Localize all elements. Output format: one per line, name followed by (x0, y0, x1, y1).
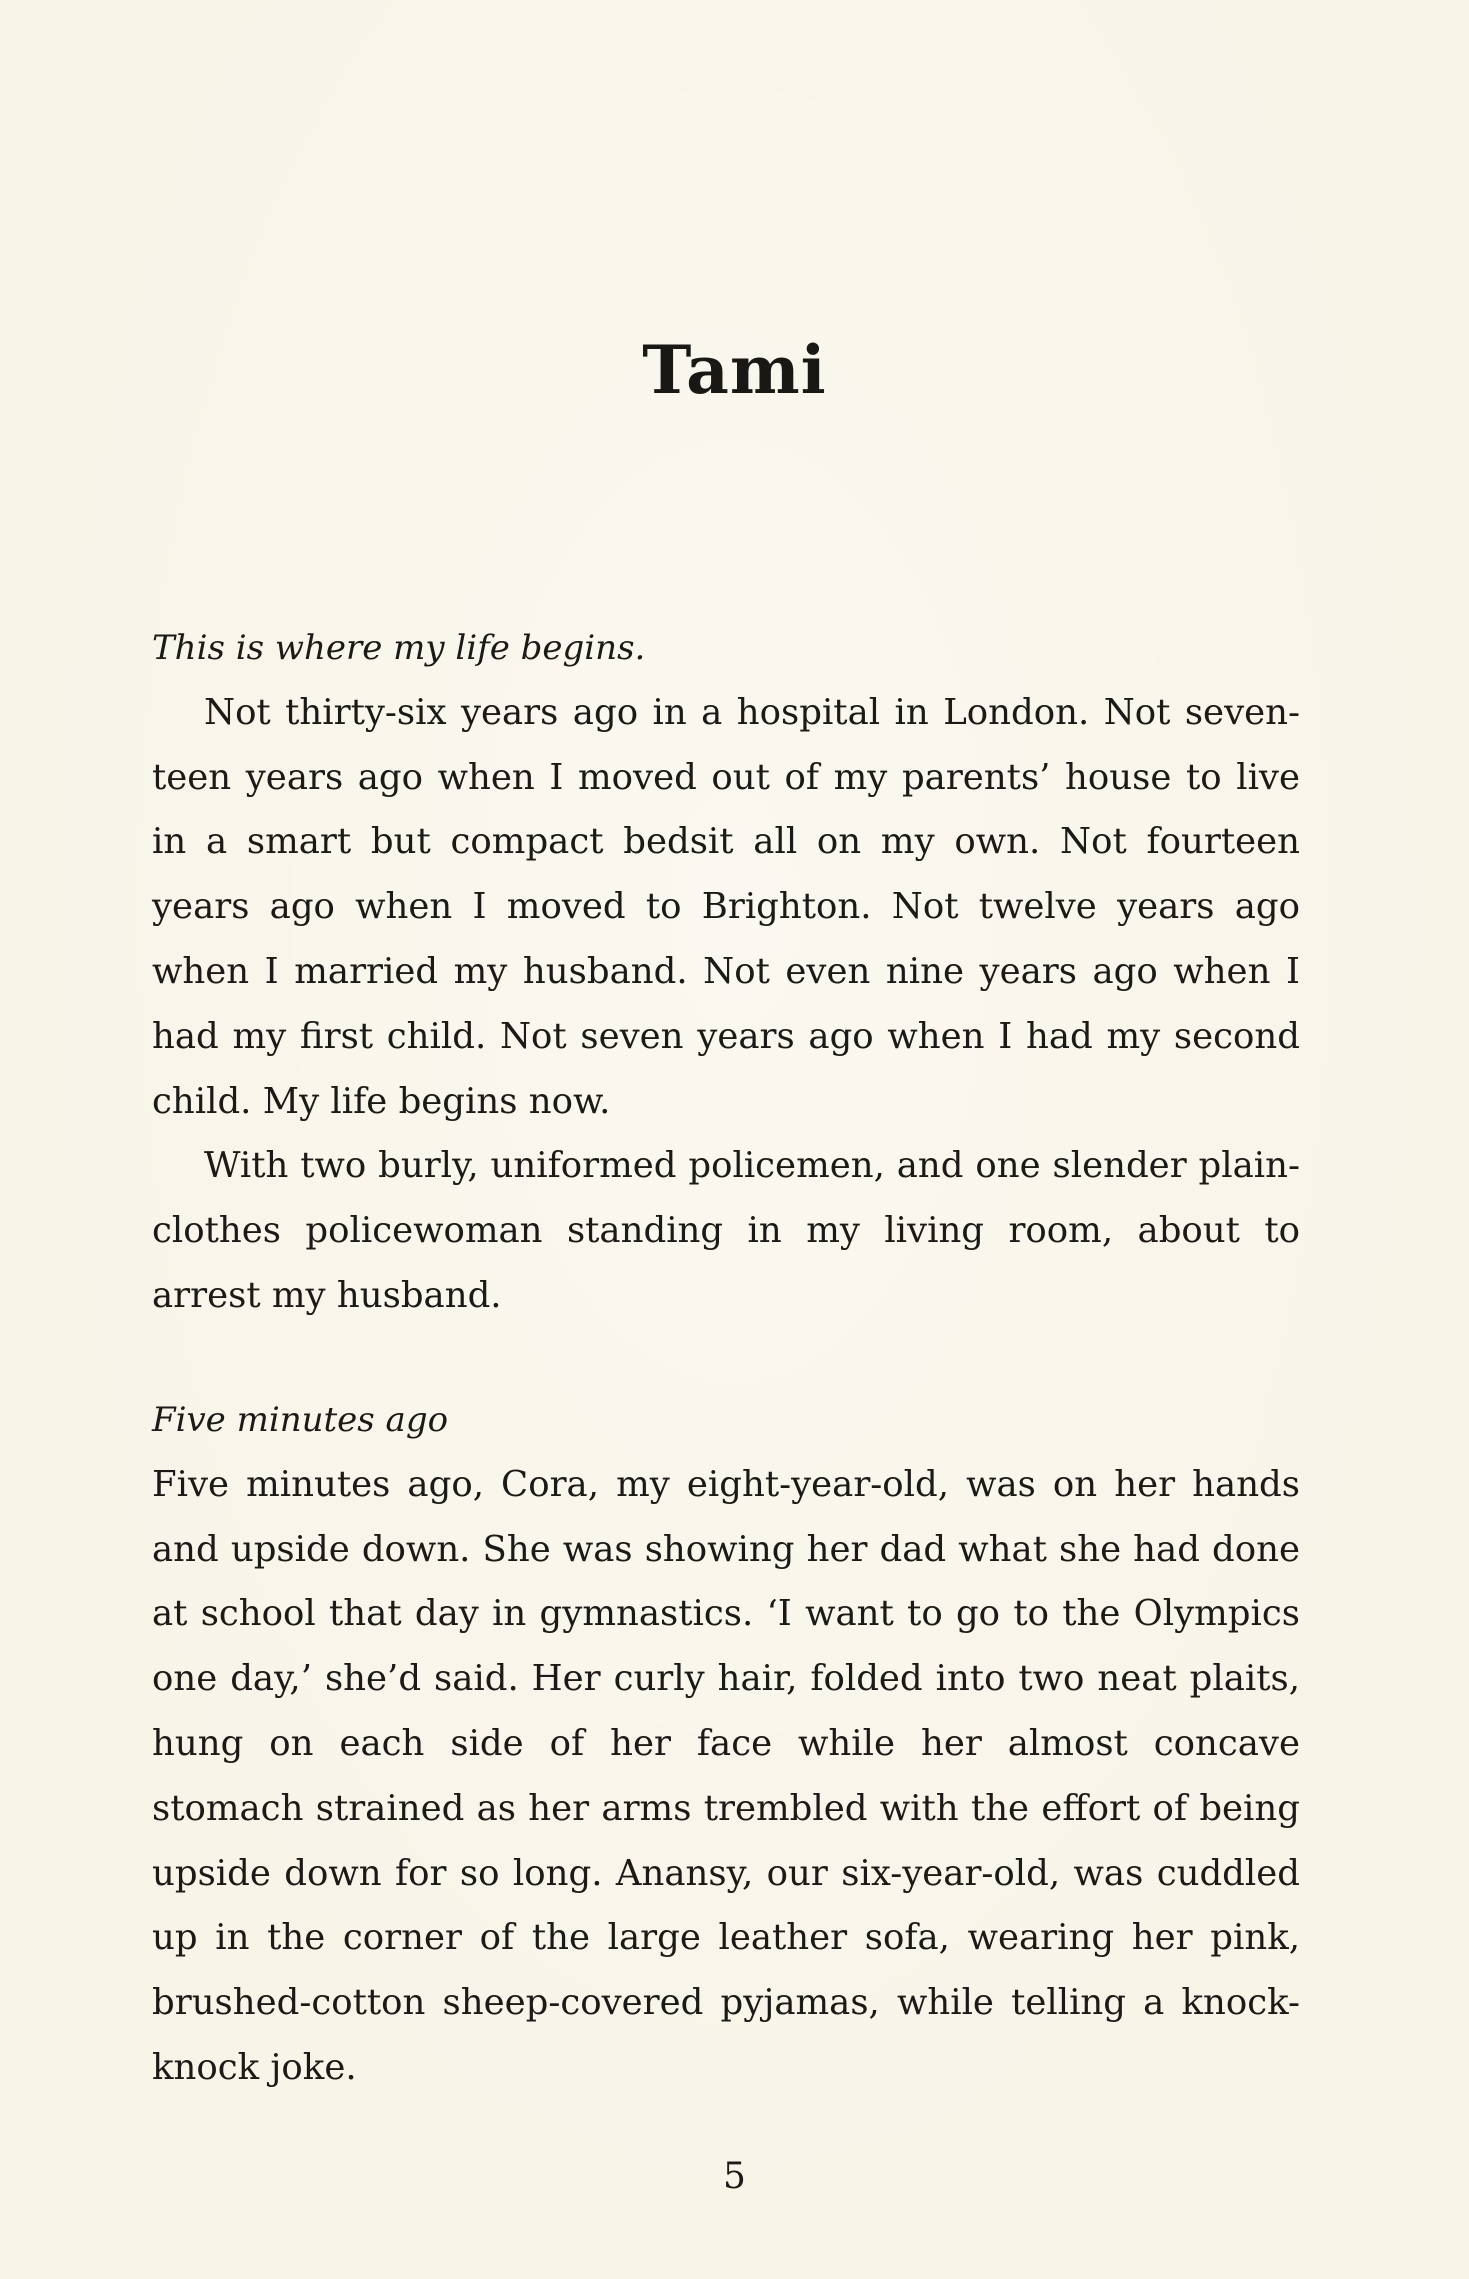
section-heading: This is where my life begins. (152, 628, 646, 668)
section-1 (152, 616, 1300, 1329)
page-number: 5 (723, 2156, 746, 2197)
body-paragraph: With two burly, uniformed policemen, and one slender plain-clothes policewoman standing in my living room, about to arrest my husband. (152, 1145, 1300, 1316)
section-2 (152, 1388, 1300, 2101)
body-paragraph: Not thirty-six years ago in a hospital in London. Not seventeen years ago when I moved out of my parents’ house to live in a smart but compact bedsit all on my own. Not fourteen years ago when I moved to Brighton. Not twelve years ago when I married my husband. Not even nine years ago when I had my first child. Not seven years ago when I had my second child. My life begins now. (152, 691, 1300, 1122)
section-heading: Five minutes ago (152, 1400, 449, 1440)
chapter-title: Tami (642, 331, 827, 409)
body-paragraph: Five minutes ago, Cora, my eight-year-old, was on her hands and upside down. She was showing her dad what she had done at school that day in gymnastics. ‘I want to go to the Olympics one day,’ she’d said. Her curly hair, folded into two neat plaits, hung on each side of her face while her almost concave stomach strained as her arms trembled with the effort of being upside down for so long. Anansy, our six-year-old, was cuddled up in the corner of the large leather sofa, wearing her pink, brushed-cotton sheep-covered pyjamas, while telling a knock-knock joke. (152, 1463, 1300, 2088)
